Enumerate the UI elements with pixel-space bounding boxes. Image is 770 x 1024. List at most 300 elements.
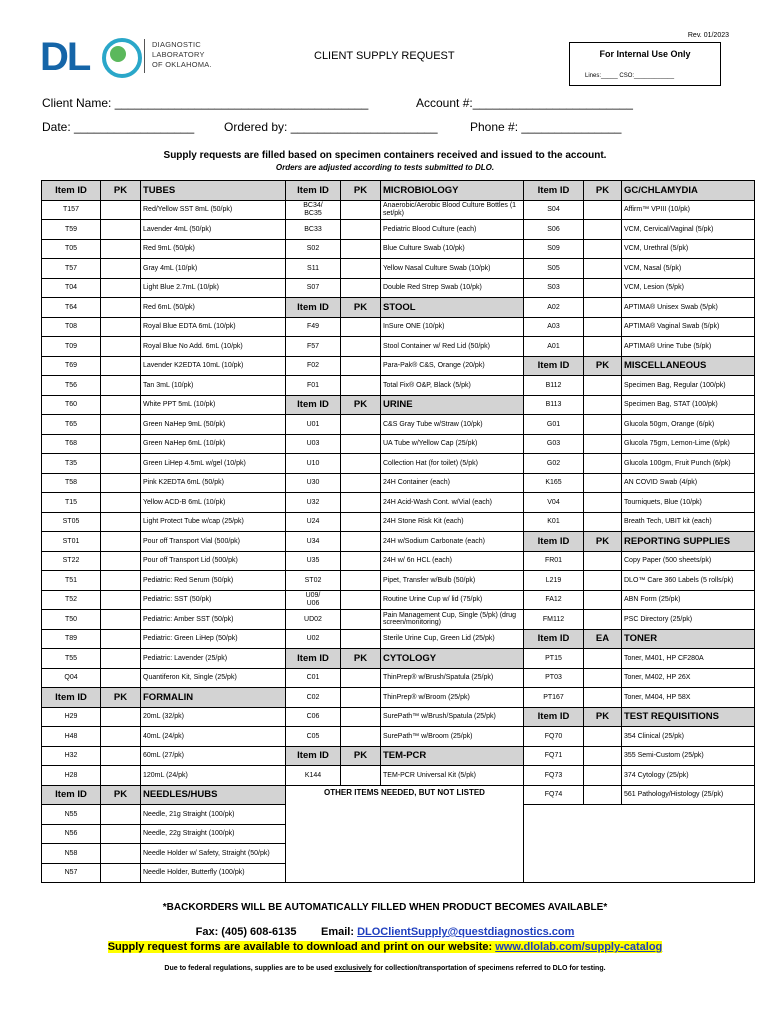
pk-qty-cell[interactable] [101,337,141,357]
pk-qty-cell[interactable] [101,434,141,454]
item-id: U02 [286,629,341,649]
pk-qty-cell[interactable] [341,415,381,435]
item-id: FM112 [524,610,584,630]
item-id: U34 [286,532,341,552]
pk-qty-cell[interactable] [101,278,141,298]
item-id: V04 [524,493,584,513]
date-field[interactable]: Date: __________________ [42,120,195,134]
item-desc: Specimen Bag, STAT (100/pk) [622,395,755,415]
item-desc: Red 6mL (50/pk) [141,298,286,318]
item-desc: PSC Directory (25/pk) [622,610,755,630]
item-id: BC34/ BC35 [286,200,341,220]
item-desc: ThinPrep® w/Brush/Spatula (25/pk) [381,668,524,688]
pk-qty-cell[interactable] [584,785,622,805]
item-id: K01 [524,512,584,532]
item-id: S03 [524,278,584,298]
item-id: F49 [286,317,341,337]
pk-qty-cell[interactable] [341,220,381,240]
table-row [42,785,755,805]
table-row [42,376,755,396]
item-id: H28 [42,766,101,786]
item-desc: Gray 4mL (10/pk) [141,259,286,279]
item-id: S04 [524,200,584,220]
pk-qty-cell[interactable] [584,317,622,337]
item-desc: Royal Blue EDTA 6mL (10/pk) [141,317,286,337]
header-item-id: Item ID [524,707,584,727]
pk-qty-cell[interactable] [341,454,381,474]
pk-qty-cell[interactable] [341,317,381,337]
item-desc: 355 Semi-Custom (25/pk) [622,746,755,766]
pk-qty-cell[interactable] [101,805,141,825]
item-desc: Red/Yellow SST 8mL (50/pk) [141,200,286,220]
item-desc: Para-Pak® C&S, Orange (20/pk) [381,356,524,376]
item-desc: APTIMA® Vaginal Swab (5/pk) [622,317,755,337]
pk-qty-cell[interactable] [584,746,622,766]
pk-qty-cell[interactable] [584,239,622,259]
blank-area [524,805,755,883]
item-id: U09/ U06 [286,590,341,610]
item-desc: Breath Tech, UBIT kit (each) [622,512,755,532]
item-desc: Pediatric: Green LiHep (50/pk) [141,629,286,649]
item-desc: Copy Paper (500 sheets/pk) [622,551,755,571]
section-stool: STOOL [381,298,524,318]
pk-qty-cell[interactable] [584,220,622,240]
pk-qty-cell[interactable] [341,473,381,493]
item-desc: Needle Holder w/ Safety, Straight (50/pk) [141,844,286,864]
pk-qty-cell[interactable] [341,239,381,259]
pk-qty-cell[interactable] [341,337,381,357]
pk-qty-cell[interactable] [101,317,141,337]
email-link[interactable]: DLOClientSupply@questdiagnostics.com [357,926,575,938]
item-desc: Pediatric: SST (50/pk) [141,590,286,610]
pk-qty-cell[interactable] [341,766,381,786]
item-id: N58 [42,844,101,864]
table-row [42,688,755,708]
item-id: T59 [42,220,101,240]
item-id: S02 [286,239,341,259]
pk-qty-cell[interactable] [101,356,141,376]
header-pk: PK [584,707,622,727]
regulation-note: Due to federal regulations, supplies are to be used exclusively for collection/transportation of specimens referred to DLO for testing. [164,965,606,972]
internal-use-heading: For Internal Use Only [599,49,691,59]
client-name-field[interactable]: Client Name: ______________________________________ [42,96,369,110]
item-id: F57 [286,337,341,357]
pk-qty-cell[interactable] [584,668,622,688]
table-row [42,220,755,240]
pk-qty-cell[interactable] [584,590,622,610]
pk-qty-cell[interactable] [341,512,381,532]
item-desc: Stool Container w/ Red Lid (50/pk) [381,337,524,357]
item-id: L219 [524,571,584,591]
table-row [42,649,755,669]
item-desc: Blue Culture Swab (10/pk) [381,239,524,259]
item-id: H29 [42,707,101,727]
item-id: ST05 [42,512,101,532]
pk-qty-cell[interactable] [584,766,622,786]
item-desc: 60mL (27/pk) [141,746,286,766]
pk-qty-cell[interactable] [584,259,622,279]
pk-qty-cell[interactable] [101,220,141,240]
item-id: FQ71 [524,746,584,766]
notice-main: Supply requests are filled based on specimen containers received and issued to the account. [163,150,607,161]
table-row [42,278,755,298]
pk-qty-cell[interactable] [101,454,141,474]
item-id: N56 [42,824,101,844]
pk-qty-cell[interactable] [341,356,381,376]
item-desc: UA Tube w/Yellow Cap (25/pk) [381,434,524,454]
item-desc: Pour off Transport Lid (500/pk) [141,551,286,571]
header-pk: PK [341,746,381,766]
item-id: K144 [286,766,341,786]
pk-qty-cell[interactable] [584,610,622,630]
pk-qty-cell[interactable] [341,727,381,747]
pk-qty-cell[interactable] [101,512,141,532]
item-id: FR01 [524,551,584,571]
item-id: PT03 [524,668,584,688]
table-row [42,512,755,532]
contact-line [0,926,770,938]
item-desc: Total Fix® O&P, Black (5/pk) [381,376,524,396]
logo-o-icon [102,38,142,78]
pk-qty-cell[interactable] [101,727,141,747]
pk-qty-cell[interactable] [101,239,141,259]
item-desc: VCM, Urethral (5/pk) [622,239,755,259]
pk-qty-cell[interactable] [101,259,141,279]
section-reporting: REPORTING SUPPLIES [622,532,755,552]
item-id: T08 [42,317,101,337]
pk-qty-cell[interactable] [584,337,622,357]
pk-qty-cell[interactable] [101,766,141,786]
header-pk: EA [584,629,622,649]
table-row [42,200,755,220]
table-row [42,473,755,493]
table-row [42,551,755,571]
section-misc: MISCELLANEOUS [622,356,755,376]
item-desc: 24H w/ 6n HCL (each) [381,551,524,571]
item-id: S11 [286,259,341,279]
pk-qty-cell[interactable] [101,532,141,552]
pk-qty-cell[interactable] [341,532,381,552]
pk-qty-cell[interactable] [341,259,381,279]
header-item-id: Item ID [286,746,341,766]
pk-qty-cell[interactable] [101,395,141,415]
item-id: T05 [42,239,101,259]
phone-field[interactable]: Phone #: _______________ [470,120,622,134]
item-desc: Routine Urine Cup w/ lid (75/pk) [381,590,524,610]
item-id: G03 [524,434,584,454]
pk-qty-cell[interactable] [584,473,622,493]
item-desc: 24H Stone Risk Kit (each) [381,512,524,532]
table-row [42,454,755,474]
header-pk: PK [341,649,381,669]
header-item-id: Item ID [524,629,584,649]
form-title: CLIENT SUPPLY REQUEST [314,50,455,62]
item-id: F02 [286,356,341,376]
item-id: U30 [286,473,341,493]
item-desc: Sterile Urine Cup, Green Lid (25/pk) [381,629,524,649]
pk-qty-cell[interactable] [341,493,381,513]
item-desc: ABN Form (25/pk) [622,590,755,610]
item-desc: Double Red Strep Swab (10/pk) [381,278,524,298]
pk-qty-cell[interactable] [101,668,141,688]
pk-qty-cell[interactable] [584,551,622,571]
pk-qty-cell[interactable] [584,493,622,513]
item-desc: VCM, Nasal (5/pk) [622,259,755,279]
header-pk: PK [101,785,141,805]
item-desc: Pediatric: Red Serum (50/pk) [141,571,286,591]
section-cytology: CYTOLOGY [381,649,524,669]
header-pk: PK [341,395,381,415]
item-id: T89 [42,629,101,649]
item-desc: Royal Blue No Add. 6mL (10/pk) [141,337,286,357]
table-row [42,317,755,337]
item-desc: Quantiferon Kit, Single (25/pk) [141,668,286,688]
item-desc: Needle Holder, Butterfly (100/pk) [141,863,286,883]
pk-qty-cell[interactable] [101,473,141,493]
table-row [42,434,755,454]
item-desc: 24H Acid-Wash Cont. w/Vial (each) [381,493,524,513]
pk-qty-cell[interactable] [584,395,622,415]
table-row [42,239,755,259]
item-desc: Pain Management Cup, Single (5/pk) (drug screen/monitoring) [381,610,524,630]
pk-qty-cell[interactable] [101,571,141,591]
pk-qty-cell[interactable] [341,571,381,591]
table-row [42,395,755,415]
website-link[interactable]: www.dlolab.com/supply-catalog [495,941,663,953]
notice-sub: Orders are adjusted according to tests submitted to DLO. [275,163,495,172]
item-desc: 24H Container (each) [381,473,524,493]
pk-qty-cell[interactable] [584,415,622,435]
header-pk: PK [584,181,622,201]
logo-mark: DL [40,35,90,79]
header-pk: PK [101,688,141,708]
item-desc: Toner, M402, HP 26X [622,668,755,688]
item-id: H32 [42,746,101,766]
header-pk: PK [341,298,381,318]
section-micro: MICROBIOLOGY [381,181,524,201]
pk-qty-cell[interactable] [584,512,622,532]
item-desc: 561 Pathology/Histology (25/pk) [622,785,755,805]
item-id: C06 [286,707,341,727]
item-desc: Red 9mL (50/pk) [141,239,286,259]
item-desc: Pediatric: Lavender (25/pk) [141,649,286,669]
item-desc: Yellow ACD-B 6mL (10/pk) [141,493,286,513]
item-desc: Needle, 21g Straight (100/pk) [141,805,286,825]
pk-qty-cell[interactable] [101,551,141,571]
pk-qty-cell[interactable] [341,278,381,298]
pk-qty-cell[interactable] [584,649,622,669]
section-urine: URINE [381,395,524,415]
item-id: S09 [524,239,584,259]
pk-qty-cell[interactable] [341,688,381,708]
item-desc: Collection Hat (for toilet) (5/pk) [381,454,524,474]
logo-divider [144,39,145,73]
item-desc: 354 Clinical (25/pk) [622,727,755,747]
item-id: T51 [42,571,101,591]
pk-qty-cell[interactable] [584,200,622,220]
item-desc: DLO™ Care 360 Labels (5 rolls/pk) [622,571,755,591]
account-field[interactable]: Account #:________________________ [416,96,633,110]
pk-qty-cell[interactable] [101,298,141,318]
pk-qty-cell[interactable] [341,551,381,571]
item-desc: APTIMA® Urine Tube (5/pk) [622,337,755,357]
item-desc: Glucola 50gm, Orange (6/pk) [622,415,755,435]
item-desc: 40mL (24/pk) [141,727,286,747]
header-pk: PK [584,356,622,376]
pk-qty-cell[interactable] [101,863,141,883]
backorder-notice: *BACKORDERS WILL BE AUTOMATICALLY FILLED WHEN PRODUCT BECOMES AVAILABLE* [162,902,608,913]
table-row [42,356,755,376]
pk-qty-cell[interactable] [101,415,141,435]
item-desc: Lavender 4mL (50/pk) [141,220,286,240]
ordered-by-field[interactable]: Ordered by: ______________________ [224,120,438,134]
item-id: S06 [524,220,584,240]
pk-qty-cell[interactable] [584,298,622,318]
item-id: G02 [524,454,584,474]
item-desc: VCM, Lesion (5/pk) [622,278,755,298]
pk-qty-cell[interactable] [341,668,381,688]
item-desc: Tan 3mL (10/pk) [141,376,286,396]
item-id: A03 [524,317,584,337]
pk-qty-cell[interactable] [341,610,381,630]
pk-qty-cell[interactable] [584,688,622,708]
table-row [42,181,755,201]
pk-qty-cell[interactable] [101,649,141,669]
item-id: T157 [42,200,101,220]
section-toner: TONER [622,629,755,649]
item-id: U01 [286,415,341,435]
header-item-id: Item ID [286,395,341,415]
pk-qty-cell[interactable] [101,590,141,610]
item-id: S07 [286,278,341,298]
pk-qty-cell[interactable] [341,376,381,396]
fax-number: Fax: (405) 608-6135 [195,926,297,938]
section-formalin: FORMALIN [141,688,286,708]
pk-qty-cell[interactable] [101,824,141,844]
item-id: K165 [524,473,584,493]
item-id: PT167 [524,688,584,708]
pk-qty-cell[interactable] [341,434,381,454]
header-item-id: Item ID [42,688,101,708]
item-desc: Glucola 100gm, Fruit Punch (6/pk) [622,454,755,474]
pk-qty-cell[interactable] [101,493,141,513]
item-id: T50 [42,610,101,630]
item-id: A02 [524,298,584,318]
pk-qty-cell[interactable] [101,629,141,649]
table-row [42,746,755,766]
pk-qty-cell[interactable] [341,590,381,610]
pk-qty-cell[interactable] [584,376,622,396]
item-id: PT15 [524,649,584,669]
pk-qty-cell[interactable] [584,454,622,474]
item-id: T69 [42,356,101,376]
pk-qty-cell[interactable] [101,844,141,864]
pk-qty-cell[interactable] [584,434,622,454]
item-desc: SurePath™ w/Broom (25/pk) [381,727,524,747]
item-id: N57 [42,863,101,883]
header-pk: PK [584,532,622,552]
item-id: T68 [42,434,101,454]
item-desc: Needle, 22g Straight (100/pk) [141,824,286,844]
revision-label: Rev. 01/2023 [687,32,729,39]
item-desc: VCM, Cervical/Vaginal (5/pk) [622,220,755,240]
email-label: Email: [320,926,354,938]
pk-qty-cell[interactable] [341,629,381,649]
item-desc: APTIMA® Unisex Swab (5/pk) [622,298,755,318]
item-id: S05 [524,259,584,279]
table-row [42,571,755,591]
pk-qty-cell[interactable] [101,200,141,220]
item-id: U24 [286,512,341,532]
header-item-id: Item ID [42,181,101,201]
item-id: C01 [286,668,341,688]
pk-qty-cell[interactable] [341,707,381,727]
item-id: T15 [42,493,101,513]
item-desc: InSure ONE (10/pk) [381,317,524,337]
item-id: UD02 [286,610,341,630]
item-desc: Tourniquets, Blue (10/pk) [622,493,755,513]
pk-qty-cell[interactable] [584,278,622,298]
item-id: Q04 [42,668,101,688]
item-desc: Specimen Bag, Regular (100/pk) [622,376,755,396]
item-desc: Toner, M404, HP 58X [622,688,755,708]
header-item-id: Item ID [286,298,341,318]
table-row [42,766,755,786]
table-row [42,259,755,279]
pk-qty-cell[interactable] [584,571,622,591]
item-id: B112 [524,376,584,396]
pk-qty-cell[interactable] [101,376,141,396]
item-id: U03 [286,434,341,454]
section-tempcr: TEM-PCR [381,746,524,766]
item-id: C05 [286,727,341,747]
header-pk: PK [101,181,141,201]
item-id: ST22 [42,551,101,571]
section-gc: GC/CHLAMYDIA [622,181,755,201]
table-row [42,707,755,727]
item-id: B113 [524,395,584,415]
header-item-id: Item ID [42,785,101,805]
item-id: T55 [42,649,101,669]
item-desc: AN COVID Swab (4/pk) [622,473,755,493]
other-items-label: OTHER ITEMS NEEDED, BUT NOT LISTED [286,785,524,883]
pk-qty-cell[interactable] [341,200,381,220]
item-desc: Pour off Transport Vial (500/pk) [141,532,286,552]
item-id: FQ70 [524,727,584,747]
item-desc: TEM-PCR Universal Kit (5/pk) [381,766,524,786]
section-test_req: TEST REQUISITIONS [622,707,755,727]
item-id: T52 [42,590,101,610]
pk-qty-cell[interactable] [101,746,141,766]
item-desc: Glucola 75gm, Lemon-Lime (6/pk) [622,434,755,454]
item-desc: 374 Cytology (25/pk) [622,766,755,786]
item-desc: Light Blue 2.7mL (10/pk) [141,278,286,298]
header-item-id: Item ID [524,532,584,552]
item-desc: Green NaHep 9mL (50/pk) [141,415,286,435]
item-id: T04 [42,278,101,298]
pk-qty-cell[interactable] [584,727,622,747]
item-id: T35 [42,454,101,474]
pk-qty-cell[interactable] [101,610,141,630]
internal-use-lines[interactable]: Lines:_____ CSO:____________ [585,73,675,79]
item-desc: ThinPrep® w/Broom (25/pk) [381,688,524,708]
item-id: T64 [42,298,101,318]
pk-qty-cell[interactable] [101,707,141,727]
item-desc: Pediatric Blood Culture (each) [381,220,524,240]
item-id: FA12 [524,590,584,610]
item-id: T57 [42,259,101,279]
item-desc: Yellow Nasal Culture Swab (10/pk) [381,259,524,279]
